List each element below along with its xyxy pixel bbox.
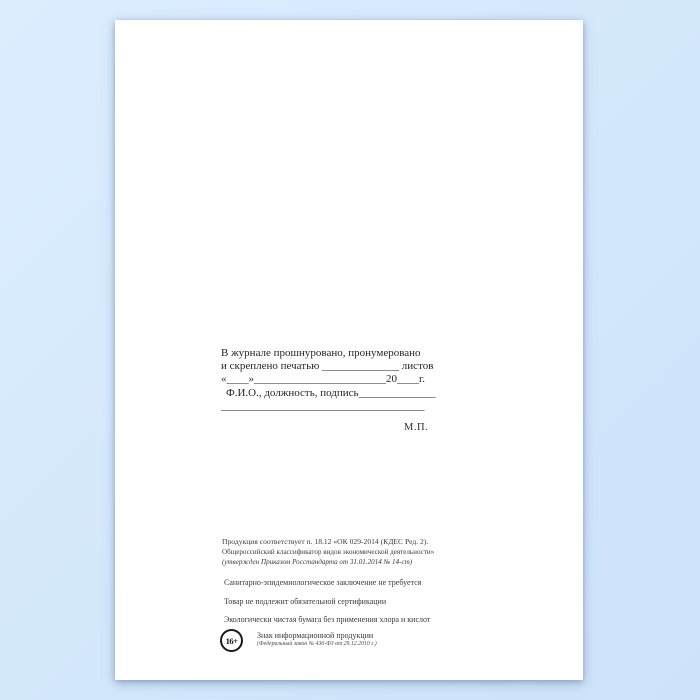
- sanitary-statement: Санитарно-эпидемиологическое заключение не требуется: [224, 578, 422, 587]
- certification-statement: Товар не подлежит обязательной сертификации: [224, 597, 387, 606]
- compliance-note: [222, 537, 434, 567]
- compliance-line-1: Продукция соответствует п. 18.12 «ОК 029-2014 (КДЕС Ред. 2).: [222, 537, 429, 546]
- age-rating-law-reference: (Федеральный закон № 436-ФЗ от 29.12.2010 г.): [257, 641, 377, 647]
- age-rating-text: [257, 629, 377, 648]
- compliance-line-2: Общероссийский классификатор видов экономической деятельности»: [222, 548, 435, 556]
- compliance-line-3: (утвержден Приказом Росстандарта от 31.01.2014 № 14-ст): [222, 558, 413, 566]
- journal-back-page: [115, 20, 583, 680]
- stamp-line-2: и скреплено печатью ______________ листов: [221, 360, 434, 373]
- age-rating-16plus-icon: [220, 629, 243, 652]
- stamp-line-3: «____»________________________20____г.: [221, 373, 426, 386]
- stamp-line-5: _____________________________________: [221, 399, 425, 412]
- seal-placeholder: М.П.: [404, 422, 429, 433]
- age-badge-label: 16+: [225, 635, 238, 646]
- eco-paper-statement: Экологически чистая бумага без применения хлора и кислот: [224, 615, 431, 624]
- stamp-line-4: Ф.И.О., должность, подпись______________: [226, 386, 436, 399]
- stamp-line-1: В журнале прошнуровано, пронумеровано: [221, 347, 421, 359]
- lacing-certification-block: [221, 347, 441, 413]
- age-rating-title: Знак информационной продукции: [257, 631, 374, 640]
- age-rating-block: [220, 629, 377, 652]
